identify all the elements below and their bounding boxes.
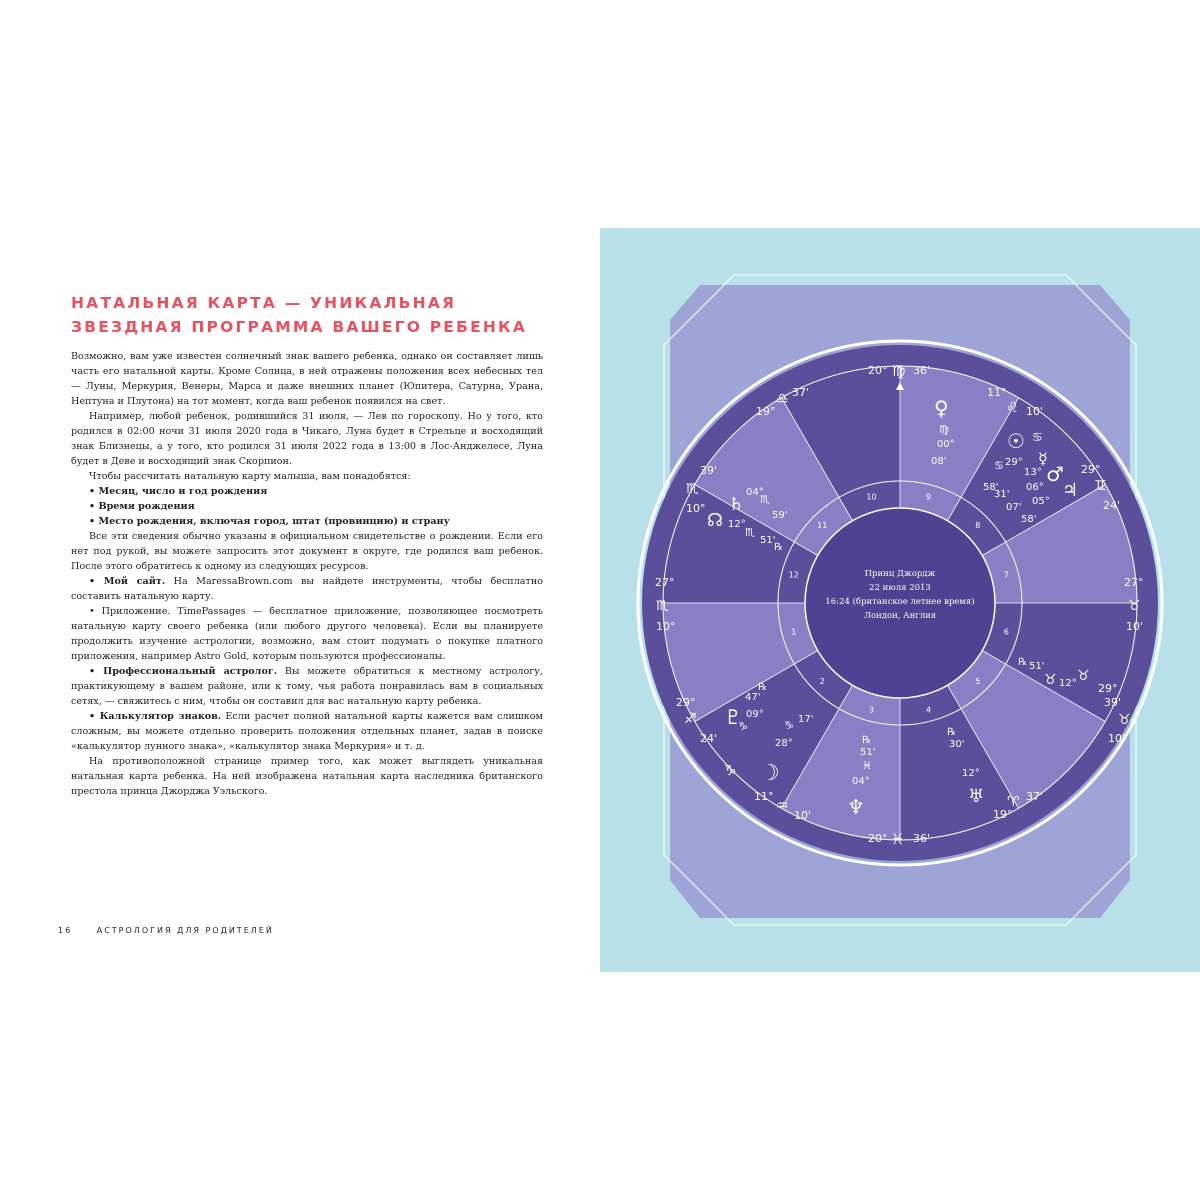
center-date: 22 июля 2013 <box>869 583 931 593</box>
cusp-4-sign: ♈ <box>1007 794 1020 810</box>
section-heading <box>71 291 527 339</box>
house-number: 6 <box>1003 627 1009 637</box>
uranus-icon: ♅ <box>968 786 985 807</box>
cusp-10a-min: 37' <box>792 386 810 399</box>
page-footer <box>58 926 274 935</box>
uranus-min: 30' <box>949 739 965 750</box>
heading-line-1: НАТАЛЬНАЯ КАРТА — УНИКАЛЬНАЯ <box>71 294 457 312</box>
house-number: 5 <box>975 676 981 686</box>
resource-site-text: На MaressaBrown.com вы найдете инструменты, чтобы бесплатно составить натальную карту. <box>71 576 543 602</box>
cluster-d: 31' <box>994 489 1010 500</box>
page-number: 16 <box>58 926 73 935</box>
house-number: 1 <box>791 627 797 637</box>
paragraph-3: Чтобы рассчитать натальную карту малыша, вам понадобятся: <box>89 471 411 482</box>
cusp-12-min: 24' <box>1103 499 1121 512</box>
moon-sign: ♑ <box>784 719 794 732</box>
cusp-6-sign: ♉ <box>1077 668 1090 684</box>
house-number: 4 <box>925 705 932 715</box>
pluto-sign: ♑ <box>738 720 748 733</box>
center-place: Лондон, Англия <box>863 611 937 621</box>
cusp-top-min: 36' <box>913 364 931 377</box>
venus-deg: 00° <box>937 439 955 450</box>
sun-icon: ☉ <box>1007 429 1025 453</box>
cusp-3-min: 10' <box>794 809 812 822</box>
resource-calculator-text: Если расчет полной натальной карты кажется вам слишком сложным, вы можете отдельно проверить положения отдельных планет, задав в поиске «калькулятор лунного знака», «калькулятор знака Меркурия» и т. д. <box>71 711 543 752</box>
requirement-2-text: • Время рождения <box>89 501 195 512</box>
cusp-2-deg: 29° <box>676 696 696 709</box>
neptune-min: 51' <box>860 747 876 758</box>
neptune-sign: ♓ <box>862 759 872 772</box>
house-number: 12 <box>788 570 799 580</box>
uranus-deg: 12° <box>962 768 980 779</box>
center-name: Принц Джордж <box>864 569 936 579</box>
cancer-icon-2: ♋ <box>994 459 1004 472</box>
cluster-a: 58' <box>983 482 999 493</box>
requirement-3-text: • Место рождения, включая город, штат (провинцию) и страну <box>89 516 450 527</box>
cusp-1-sign: ♏ <box>686 481 699 497</box>
cusp-5-sign: ♉ <box>1118 712 1131 728</box>
resource-astrologer <box>71 664 543 709</box>
node-min: 51' <box>760 535 776 546</box>
body-text <box>71 349 543 799</box>
cusp-top-sign: ♍ <box>892 362 906 380</box>
cluster-e: 07' <box>1006 502 1022 513</box>
paragraph-2: Например, любой ребенок, родившийся 31 июля, — Лев по гороскопу. Но у того, кто родился в 02:00 ночи 31 июля 2020 года в Чикаго, Луна будет в Стрельце и восходящий знак Близнецы, а у того, кто родился 31 июля 2022 года в 13:00 в Лос-Анджелесе, Луна будет в Деве и восходящий знак Скорпион. <box>71 411 543 467</box>
cusp-bottom-min: 36' <box>913 832 931 845</box>
cusp-bottom-sign: ♓ <box>891 830 905 848</box>
natal-chart <box>600 228 1200 972</box>
node-retro: ℞ <box>774 542 783 553</box>
mars-icon: ♂ <box>1046 462 1064 486</box>
house-number: 8 <box>975 521 981 531</box>
mercury-icon: ☿ <box>1038 449 1048 468</box>
resource-calculator-title: • Калькулятор знаков. <box>89 711 222 722</box>
cusp-10a-deg: 19° <box>756 405 776 418</box>
sun-min: 13° <box>1024 467 1042 478</box>
requirement-1 <box>71 484 543 499</box>
chiron-min: 51' <box>1029 661 1045 672</box>
venus-sign: ♍ <box>939 423 949 436</box>
house-number: 3 <box>868 705 875 715</box>
cusp-6-min: 39' <box>1104 696 1122 709</box>
jupiter-icon: ♃ <box>1062 480 1079 501</box>
cancer-icon: ♋ <box>1032 430 1043 444</box>
pluto-icon: ♇ <box>724 705 742 729</box>
house-number: 2 <box>819 676 825 686</box>
running-title: АСТРОЛОГИЯ ДЛЯ РОДИТЕЛЕЙ <box>96 926 274 935</box>
heading-line-2: ЗВЕЗДНАЯ ПРОГРАММА ВАШЕГО РЕБЕНКА <box>71 318 528 336</box>
resource-astrologer-title: • Профессиональный астролог. <box>89 666 278 677</box>
requirement-1-text: • Месяц, число и год рождения <box>89 486 268 497</box>
house-number: 11 <box>817 521 828 531</box>
resource-app: • Приложение. TimePassages — бесплатное приложение, позволяющее посмотреть натальную карту своего ребенка (или любого другого человека). Если вы планируете продолжить изучение астрологии, возможно, вам стоит подумать о покупке платного приложения, например Astro Gold, которым пользуются профессионалы. <box>71 606 543 662</box>
house-number: 10 <box>866 492 877 502</box>
cluster-c: 05° <box>1032 496 1050 507</box>
cusp-1-deg: 10° <box>686 502 706 515</box>
cusp-12-sign: ♊ <box>1094 478 1107 494</box>
pluto-deg: 09° <box>746 709 764 720</box>
moon-min: 17' <box>798 714 814 725</box>
house-number: 9 <box>925 492 932 502</box>
resource-site <box>71 574 543 604</box>
resource-calculator <box>71 709 543 754</box>
cusp-2-min: 24' <box>700 732 718 745</box>
cusp-3-deg: 11° <box>754 790 774 803</box>
paragraph-1: Возможно, вам уже известен солнечный знак вашего ребенка, однако он составляет лишь часть его натальной карты. Кроме Солнца, в ней отражены положения всех небесных тел — Луны, Меркурия, Венеры, Марса и даже внешних планет (Юпитера, Сатурна, Урана, Нептуна и Плутона) на тот момент, когда ваш ребенок появился на свет. <box>71 351 543 407</box>
cusp-bottom-deg: 20° <box>868 832 888 845</box>
cusp-right-min: 10' <box>1126 620 1144 633</box>
cusp-1-min: 39' <box>700 464 718 477</box>
cusp-4-min: 37' <box>1026 790 1044 803</box>
chiron-icon: ♉ <box>1044 672 1057 688</box>
saturn-sign: ♏ <box>760 493 770 506</box>
chiron-deg: 12° <box>1059 678 1077 689</box>
neptune-retro: ℞ <box>862 735 871 746</box>
requirement-2 <box>71 499 543 514</box>
cusp-11-min: 10' <box>1026 405 1044 418</box>
paragraph-5: На противоположной странице пример того, как может выглядеть уникальная натальная карта ребенка. На ней изображена натальная карта наследника британского престола принца Джорджа Уэльского. <box>71 756 543 797</box>
chiron-retro: ℞ <box>1018 657 1027 668</box>
cusp-4-deg: 19° <box>993 808 1013 821</box>
right-page <box>600 228 1200 972</box>
cluster-f: 58' <box>1021 514 1037 525</box>
cusp-3-sign: ♒ <box>776 798 789 814</box>
pluto-retro: ℞ <box>758 682 767 693</box>
neptune-icon: ♆ <box>847 795 865 819</box>
house-number: 7 <box>1003 570 1009 580</box>
node-sign: ♏ <box>745 526 755 539</box>
node-icon: ☊ <box>707 510 723 531</box>
cusp-11-deg: 11° <box>987 386 1007 399</box>
cusp-top-deg: 20° <box>868 364 888 377</box>
moon-deg: 28° <box>775 738 793 749</box>
center-time: 16:24 (британское летнее время) <box>825 597 975 607</box>
cusp-left-deg: 27° <box>655 576 675 589</box>
saturn-deg: 04° <box>746 487 764 498</box>
requirement-3 <box>71 514 543 529</box>
cusp-left-sign: ♏ <box>656 598 669 614</box>
cusp-right-deg: 27° <box>1124 576 1144 589</box>
neptune-deg: 04° <box>852 776 870 787</box>
node-deg: 12° <box>728 519 746 530</box>
pluto-min: 47' <box>745 692 761 703</box>
cluster-b: 06° <box>1026 482 1044 493</box>
moon-icon: ☽ <box>760 761 780 786</box>
uranus-retro: ℞ <box>947 727 956 738</box>
cusp-10a-sign: ♎ <box>776 391 789 407</box>
cusp-right-sign: ♉ <box>1128 598 1141 614</box>
cusp-6-deg: 29° <box>1098 682 1118 695</box>
saturn-icon: ♄ <box>728 494 745 515</box>
cusp-12-deg: 29° <box>1081 463 1101 476</box>
resource-site-title: • Мой сайт. <box>89 576 166 587</box>
venus-min: 08' <box>931 456 947 467</box>
venus-icon: ♀ <box>934 396 949 420</box>
sun-deg: 29° <box>1005 457 1023 468</box>
saturn-min: 59' <box>772 510 788 521</box>
resource-astrologer-text: Вы можете обратиться к местному астрологу, практикующему в вашем районе, или к тому, чья работа понравилась вам в социальных сетях, — свяжитесь с ним, чтобы он составил для вас натальную карту ребенка. <box>71 666 543 707</box>
capricorn-icon: ♑ <box>724 763 737 779</box>
cusp-left-min: 10° <box>656 620 676 633</box>
cusp-2-sign: ♐ <box>684 711 697 727</box>
cusp-5-deg: 10° <box>1108 732 1128 745</box>
paragraph-4: Все эти сведения обычно указаны в официальном свидетельстве о рождении. Если его нет под рукой, вы можете запросить этот документ в округе, где родился ваш ребенок. После этого обратитесь к одному из следующих ресурсов. <box>71 531 543 572</box>
cusp-11-sign: ♌ <box>1006 400 1019 416</box>
